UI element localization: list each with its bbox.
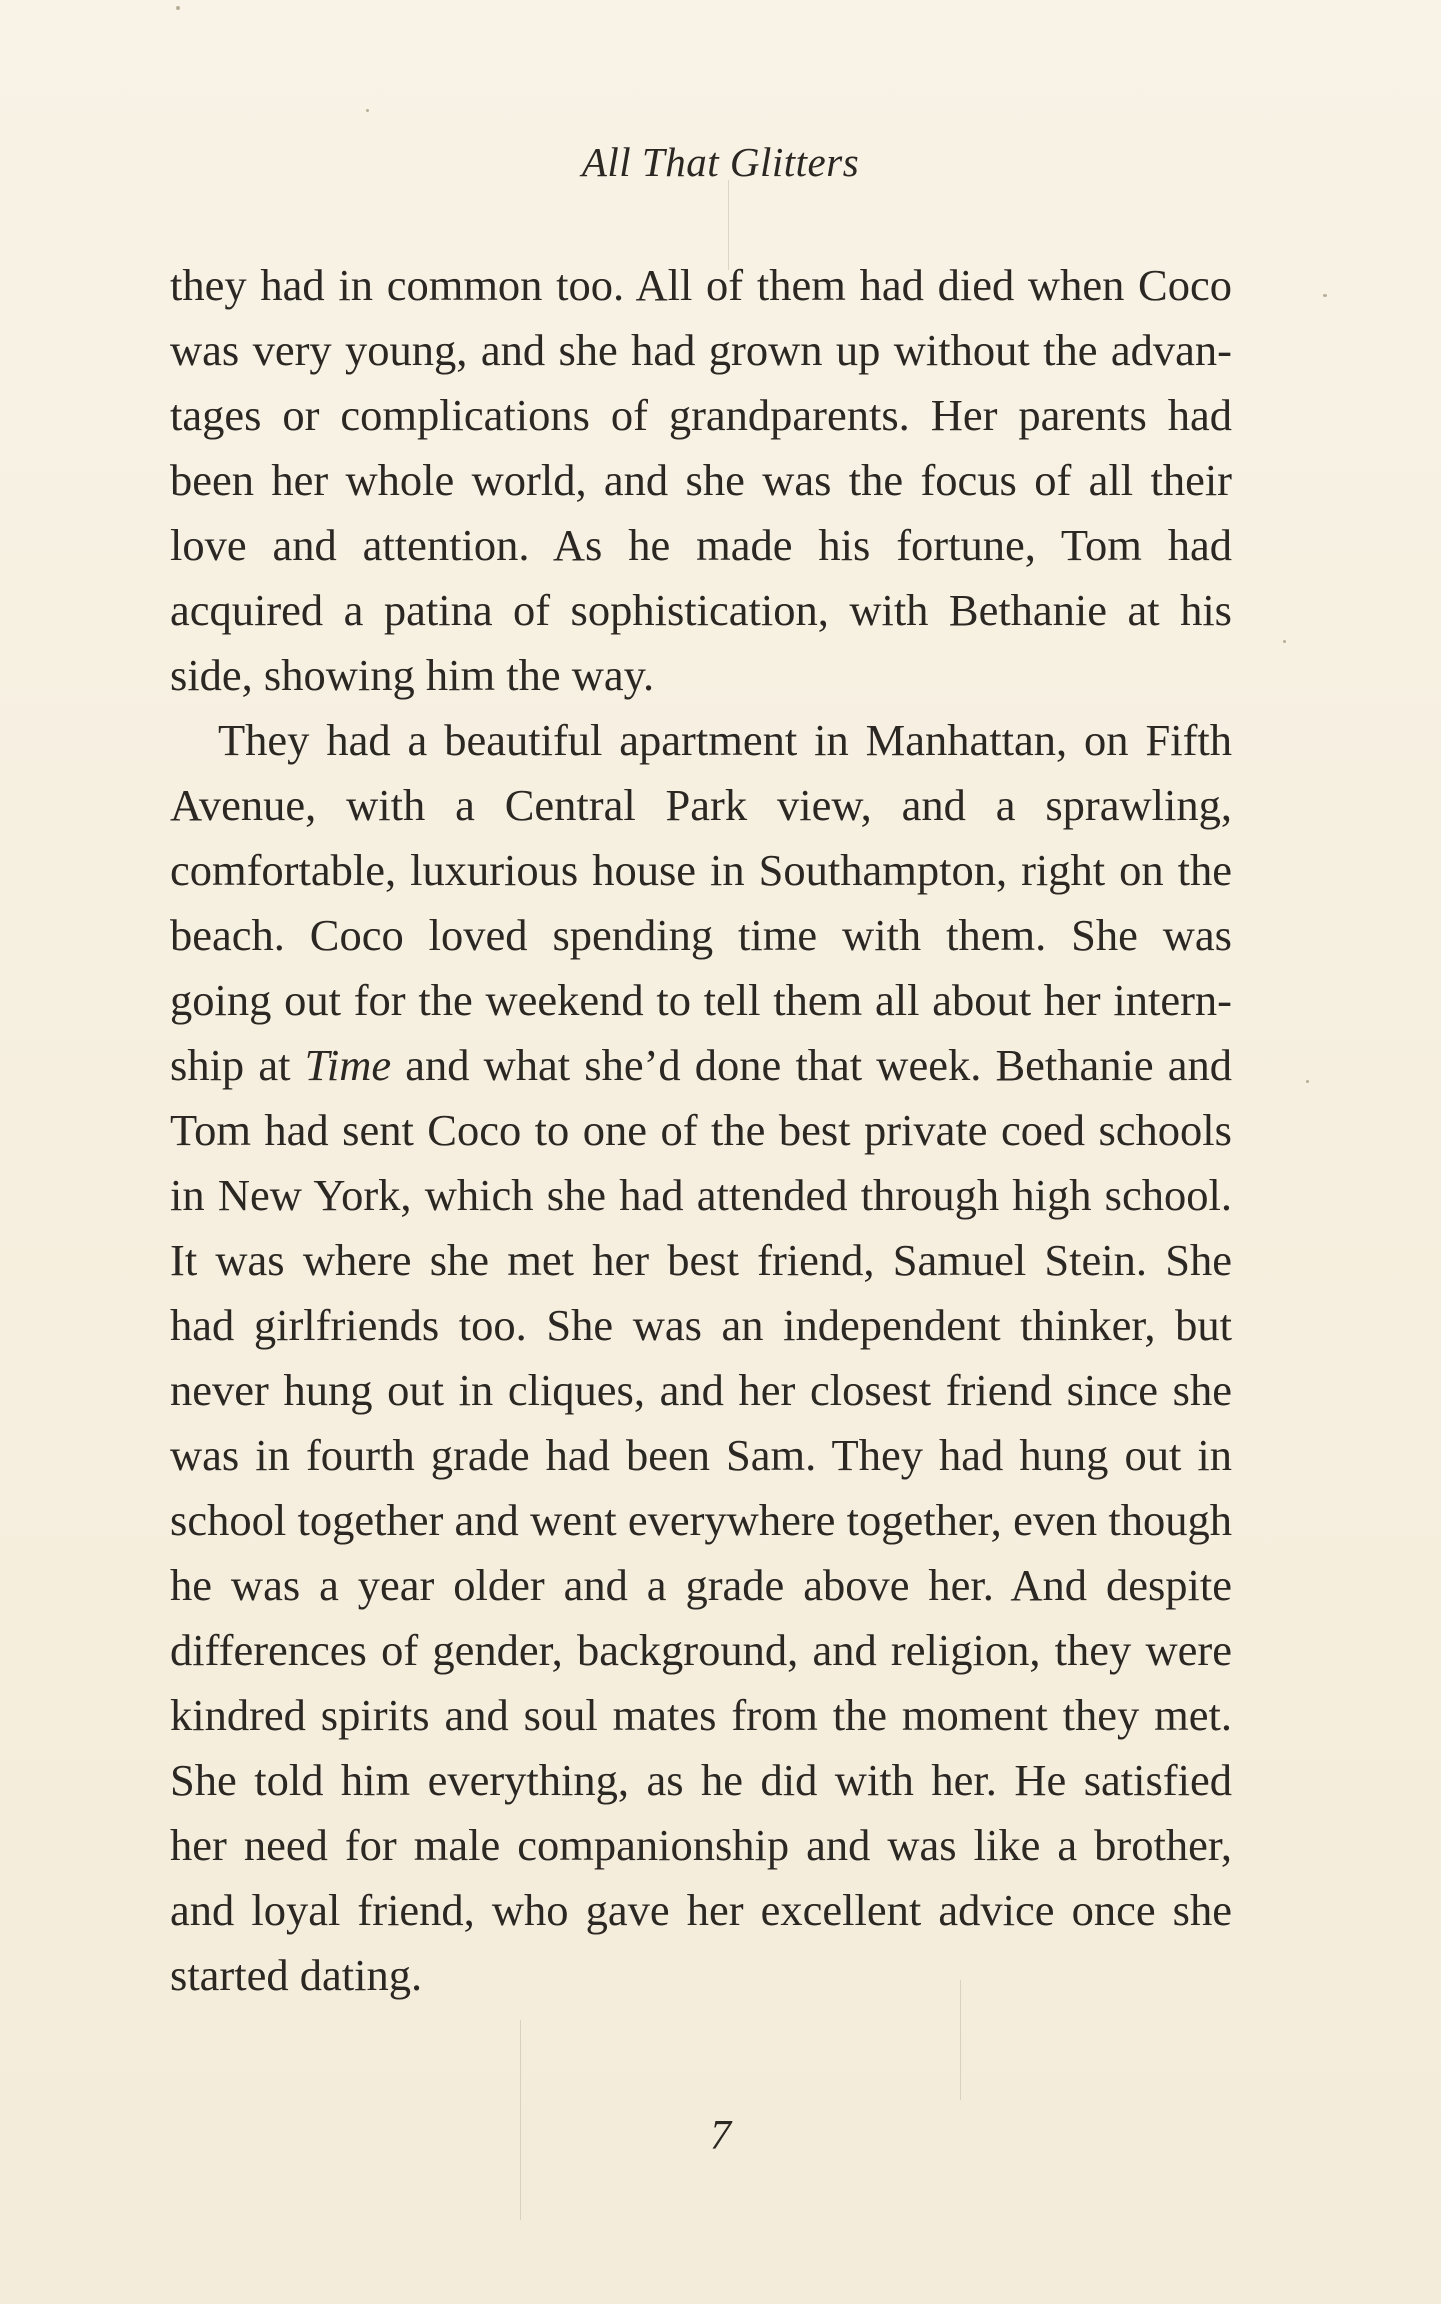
paper-speck xyxy=(1323,294,1327,297)
paragraph-1: they had in common too. All of them had died when Coco was very young, and she had grown up without the advantages or complications of grandparents. Her parents had been her whole world, and she was the focus of all their love and attention. As he made his fortune, Tom had acquired a patina of sophistication, with Bethanie at his side, showing him the way. xyxy=(170,260,1232,700)
paragraph-2 xyxy=(170,708,1232,2008)
paper-speck xyxy=(176,6,180,10)
paper-speck xyxy=(1283,640,1286,643)
magazine-title: Time xyxy=(304,1040,392,1090)
paragraph-2-text-continued: and what she’d done that week. Bethanie and Tom had sent Coco to one of the best private coed schools in New York, which she had attended through high school. It was where she met her best friend, Samuel Stein. She had girlfriends too. She was an independent thinker, but never hung out in cliques, and her closest friend since she was in fourth grade had been Sam. They had hung out in school together and went everywhere together, even though he was a year older and a grade above her. And despite differences of gender, background, and religion, they were kindred spirits and soul mates from the moment they met. She told him everything, as he did with her. He satisfied her need for male companionship and was like a brother, and loyal friend, who gave her excellent advice once she started dating. xyxy=(170,1040,1233,2000)
page-number: 7 xyxy=(710,2113,731,2159)
paper-speck xyxy=(366,109,369,112)
paragraph-2-text: They had a beautiful apartment in Manhattan, on Fifth Avenue, with a Central Park view, and a sprawling, comfortable, luxurious house in Southampton, right on the beach. Coco loved spending time with them. She was going out for the weekend to tell them all about her internship at xyxy=(170,715,1232,1090)
running-head: All That Glitters xyxy=(581,139,860,185)
paper-speck xyxy=(1306,1080,1309,1083)
body-text xyxy=(170,253,1232,2008)
